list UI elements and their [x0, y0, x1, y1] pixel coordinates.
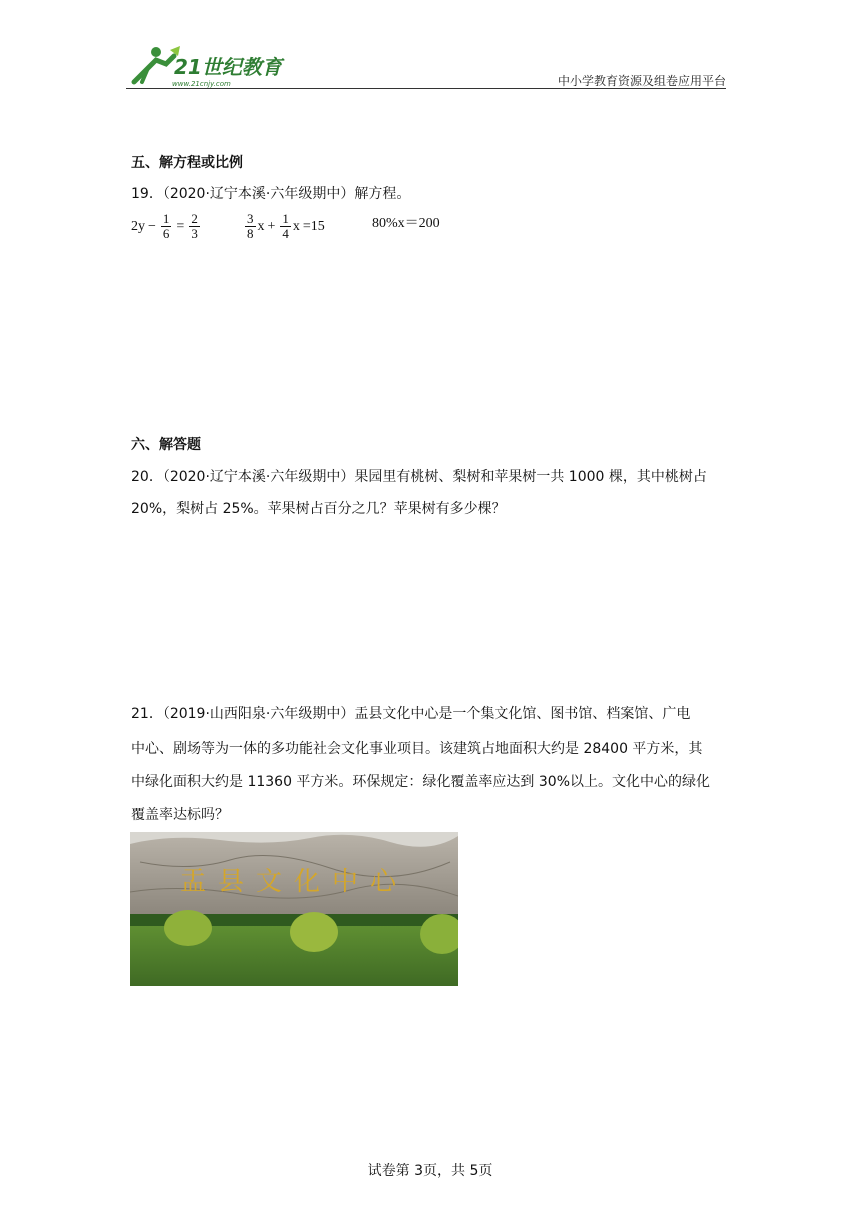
equation-2	[243, 212, 325, 241]
eq1-f1-den: 6	[162, 226, 170, 241]
eq1-f1-num: 1	[162, 211, 170, 226]
eq2-fraction-1	[245, 212, 256, 241]
q21-line-2: 中心、剧场等为一体的多功能社会文化事业项目。该建筑占地面积大约是 28400 平方米，其	[131, 741, 703, 757]
eq2-f2-den: 4	[282, 226, 289, 241]
eq2-f1-den: 8	[247, 226, 254, 241]
equation-3: 80%x＝200	[372, 216, 440, 231]
eq1-equals: =	[176, 218, 185, 234]
eq2-f1-num: 3	[247, 211, 254, 226]
eq2-fraction-2	[280, 212, 291, 241]
logo-url: www.21cnjy.com	[172, 80, 231, 88]
eq1-fraction-2	[189, 212, 200, 241]
eq2-op: +	[267, 218, 276, 234]
eq1-fraction-1	[161, 212, 172, 241]
culture-center-photo	[130, 832, 458, 986]
equation-1	[131, 212, 202, 241]
eq1-op: −	[148, 218, 156, 234]
eq1-f2-num: 2	[191, 211, 198, 226]
q21-line-3: 中绿化面积大约是 11360 平方米。环保规定：绿化覆盖率应达到 30%以上。文化中心的绿化	[131, 774, 711, 790]
platform-name: 中小学教育资源及组卷应用平台	[557, 74, 726, 88]
page-footer: 试卷第 3页，共 5页	[367, 1163, 493, 1179]
eq1-f2-den: 3	[191, 226, 198, 241]
q20-line-2: 20%，梨树占 25%。苹果树占百分之几？苹果树有多少棵？	[131, 501, 506, 517]
logo	[126, 42, 296, 90]
eq1-prefix: 2y	[131, 218, 145, 234]
q21-line-1: 21．（2019·山西阳泉·六年级期中）盂县文化中心是一个集文化馆、图书馆、档案馆、广电	[131, 706, 691, 722]
eq2-x1: x	[257, 218, 265, 234]
page-header	[126, 42, 726, 92]
eq2-rhs: =15	[302, 218, 325, 234]
logo-text: 21世纪教育	[174, 55, 282, 79]
q20-line-1: 20．（2020·辽宁本溪·六年级期中）果园里有桃树、梨树和苹果树一共 1000 棵，其中桃树占	[131, 469, 707, 485]
photo-sign: 盂县文化中心	[180, 867, 409, 897]
eq2-x2: x	[292, 218, 300, 234]
header-divider	[126, 88, 726, 89]
q21-line-4: 覆盖率达标吗？	[131, 807, 229, 823]
eq2-f2-num: 1	[282, 211, 289, 226]
section-title-5: 五、解方程或比例	[131, 155, 243, 171]
q19-stem: 19．（2020·辽宁本溪·六年级期中）解方程。	[131, 186, 411, 202]
section-title-6: 六、解答题	[131, 437, 201, 453]
